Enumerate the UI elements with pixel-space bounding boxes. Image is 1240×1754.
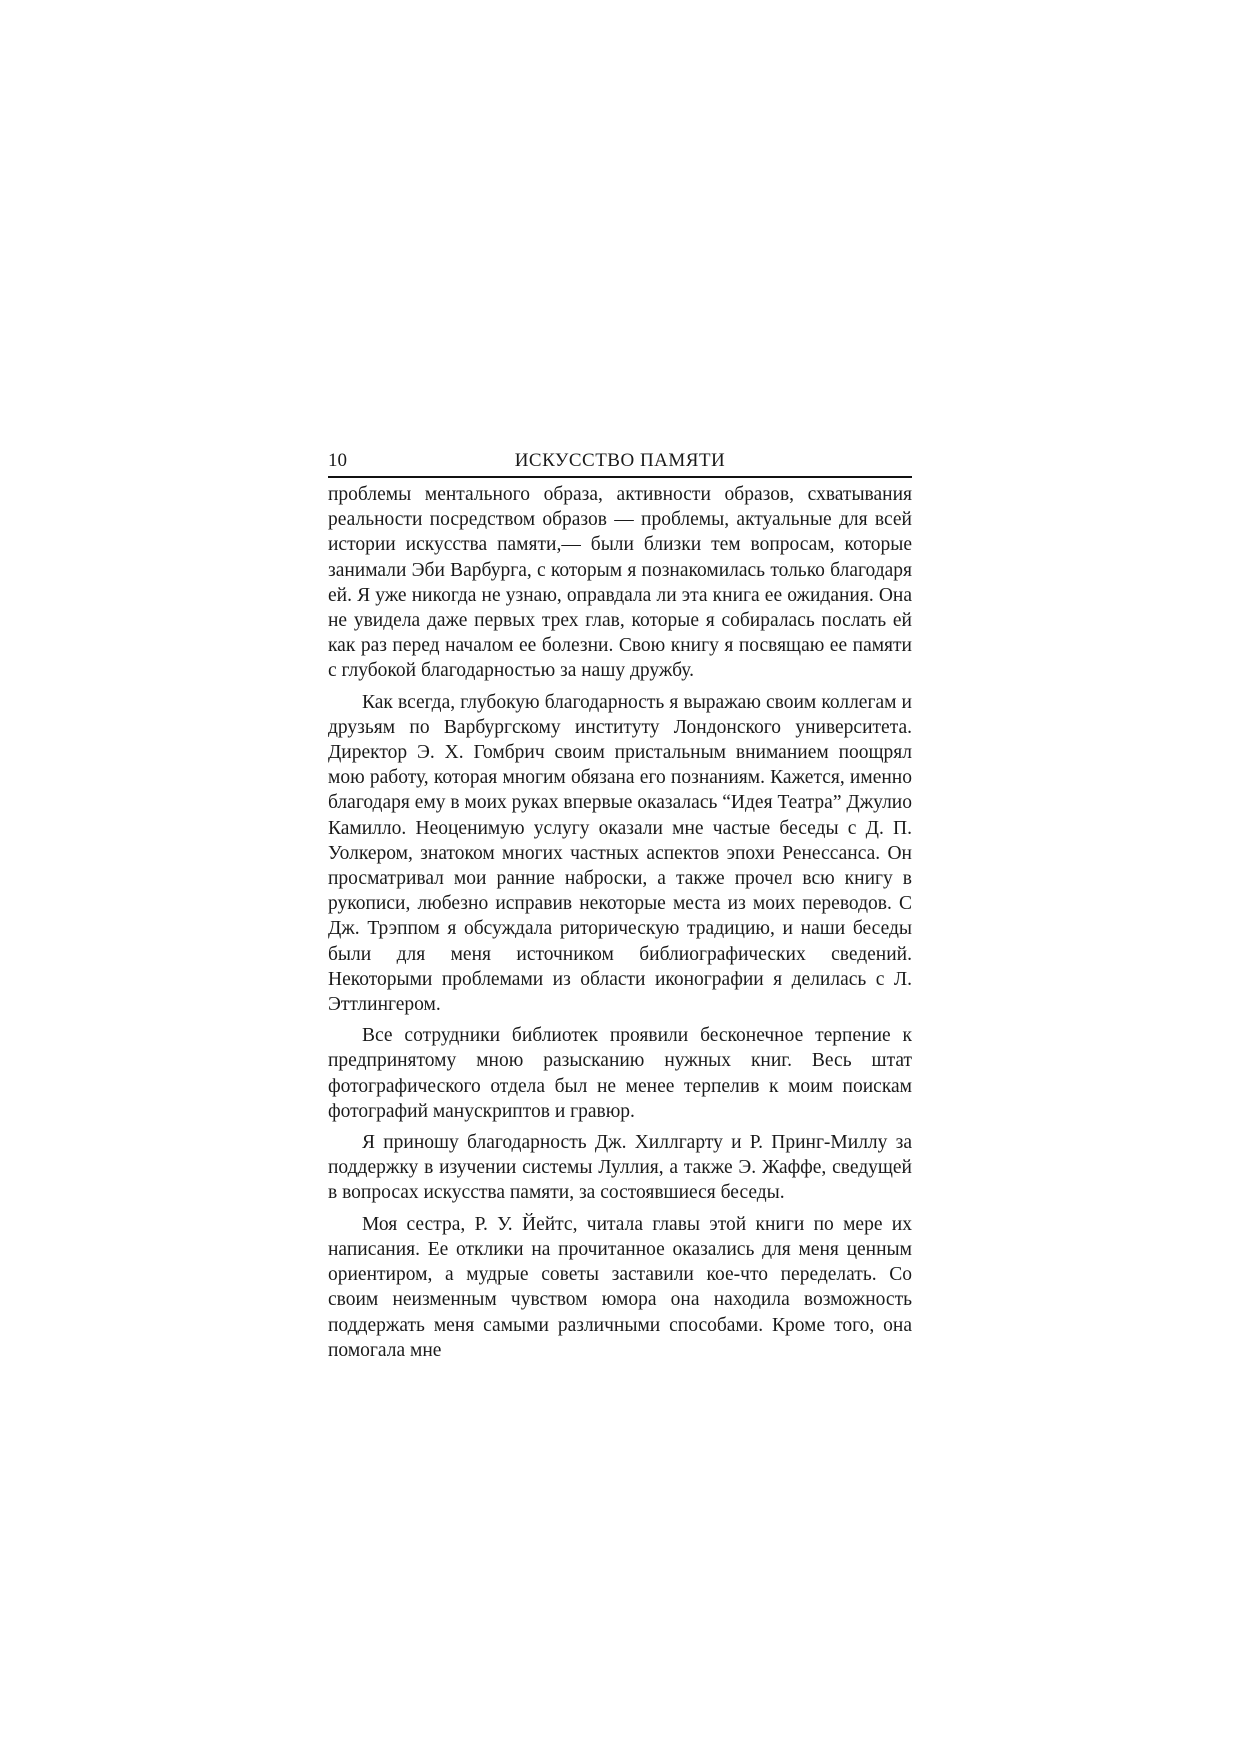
paragraph-continuation: проблемы ментального образа, активности образов, схватывания реальности посредством образов — проблемы, актуальные для всей истории искусства памяти,— были близки тем вопросам, которые занимали Эби Варбурга, с которым я познакомилась только благодаря ей. Я уже никогда не узнаю, оправдала ли эта книга ее ожидания. Она не увидела даже первых трех глав, которые я собиралась послать ей как раз перед началом ее болезни. Свою книгу я посвящаю ее памяти с глубокой благодарностью за нашу дружбу.: [328, 484, 912, 682]
page-number: 10: [328, 450, 347, 471]
paragraph: Я приношу благодарность Дж. Хиллгарту и Р. Принг-Миллу за поддержку в изучении системы Луллия, а также Э. Жаффе, сведущей в вопросах искусства памяти, за состоявшиеся беседы.: [328, 1132, 912, 1204]
body-text: [328, 482, 912, 1363]
running-header: [328, 448, 912, 478]
paragraph: Как всегда, глубокую благодарность я выражаю своим коллегам и друзьям по Варбургскому институту Лондонского университета. Директор Э. Х. Гомбрич своим пристальным вниманием поощрял мою работу, которая многим обязана его познаниям. Кажется, именно благодаря ему в моих руках впервые оказалась “Идея Театра” Джулио Камилло. Неоценимую услугу оказали мне частые беседы с Д. П. Уолкером, знатоком многих частных аспектов эпохи Ренессанса. Он просматривал мои ранние наброски, а также прочел всю книгу в рукописи, любезно исправив некоторые места из моих переводов. С Дж. Трэппом я обсуждала риторическую традицию, и наши беседы были для меня источником библиографических сведений. Некоторыми проблемами из области иконографии я делилась с Л. Эттлингером.: [328, 691, 912, 1016]
paragraph: Все сотрудники библиотек проявили бесконечное терпение к предпринятому мною разысканию нужных книг. Весь штат фотографического отдела был не менее терпелив к моим поискам фотографий манускриптов и гравюр.: [328, 1025, 912, 1122]
running-title: ИСКУССТВО ПАМЯТИ: [514, 450, 726, 471]
book-page: [328, 448, 912, 1369]
paragraph: Моя сестра, Р. У. Йейтс, читала главы этой книги по мере их написания. Ее отклики на прочитанное оказались для меня ценным ориентиром, а мудрые советы заставили кое-что переделать. Со своим неизменным чувством юмора она находила возможность поддержать меня самыми различными способами. Кроме того, она помогала мне: [328, 1213, 912, 1361]
